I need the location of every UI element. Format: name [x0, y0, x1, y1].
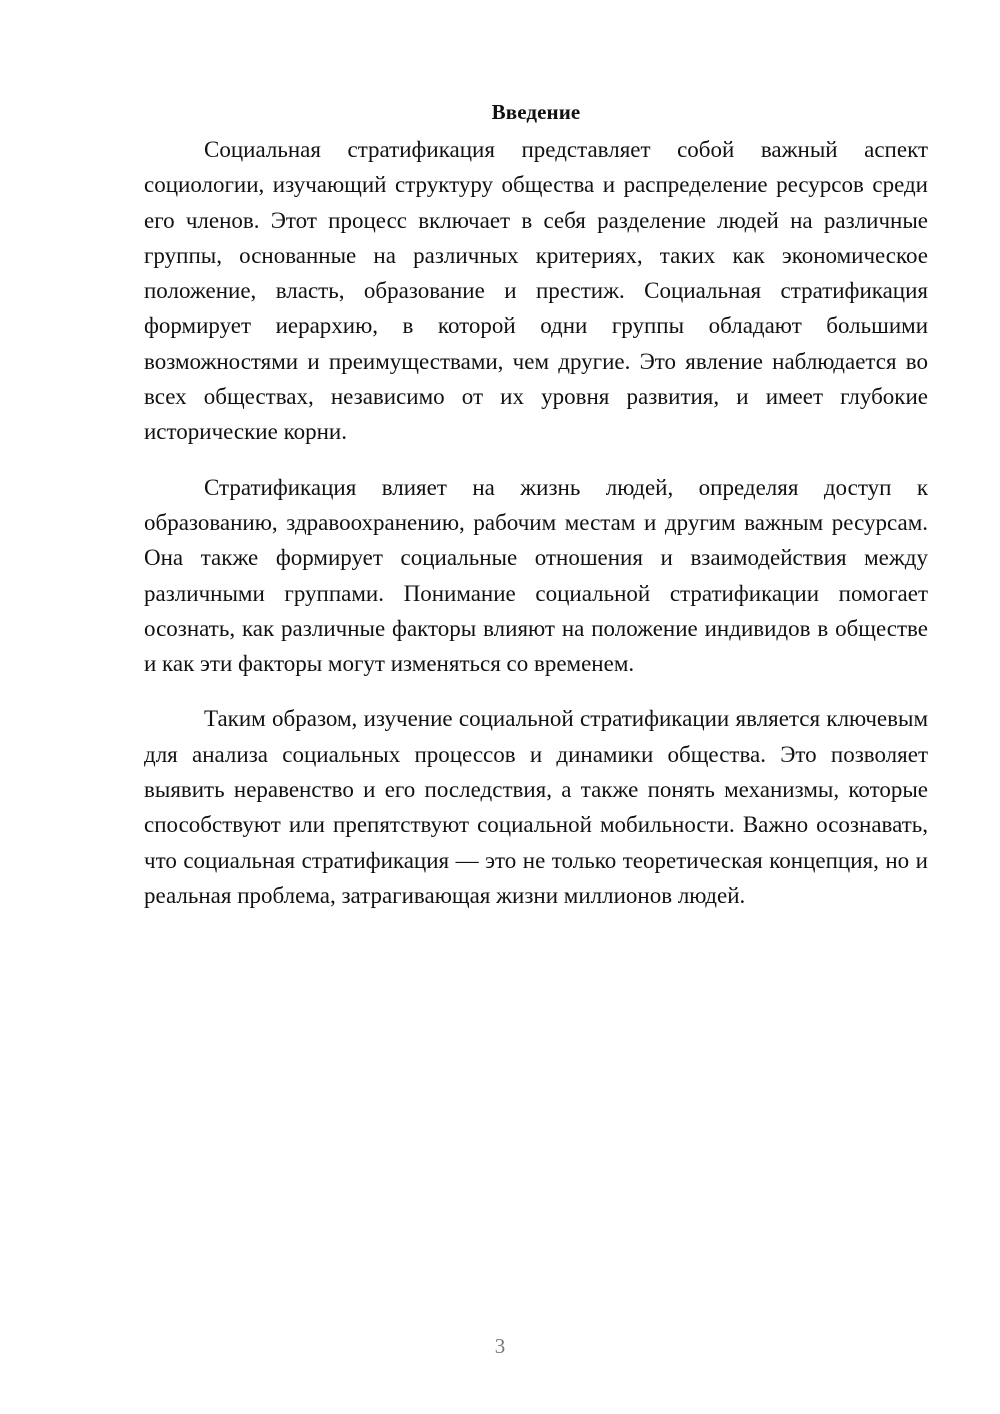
paragraph-2: Стратификация влияет на жизнь людей, определяя доступ к образованию, здравоохранению, рабочим местам и другим важным ресурсам. Она также формирует социальные отношения и взаимодействия между различными группами. Понимание социальной стратификации помогает осознать, как различные факторы влияют на положение индивидов в обществе и как эти факторы могут изменяться со временем. [144, 474, 928, 677]
page-content [144, 92, 928, 933]
paragraph-3: Таким образом, изучение социальной стратификации является ключевым для анализа социальных процессов и динамики общества. Это позволяет выявить неравенство и его последствия, а также понять механизмы, которые способствуют или препятствуют социальной мобильности. Важно осознавать, что социальная стратификация — это не только теоретическая концепция, но и реальная проблема, затрагивающая жизни миллионов людей. [144, 706, 928, 908]
paragraph-1: Социальная стратификация представляет собой важный аспект социологии, изучающий структуру общества и распределение ресурсов среди его членов. Этот процесс включает в себя разделение людей на различные группы, основанные на различных критериях, таких как экономическое положение, власть, образование и престиж. Социальная стратификация формирует иерархию, в которой одни группы обладают большими возможностями и преимуществами, чем другие. Это явление наблюдается во всех обществах, независимо от их уровня развития, и имеет глубокие исторические корни. [144, 137, 928, 445]
section-title: Введение [491, 100, 581, 124]
page-number: 3 [494, 1334, 506, 1358]
